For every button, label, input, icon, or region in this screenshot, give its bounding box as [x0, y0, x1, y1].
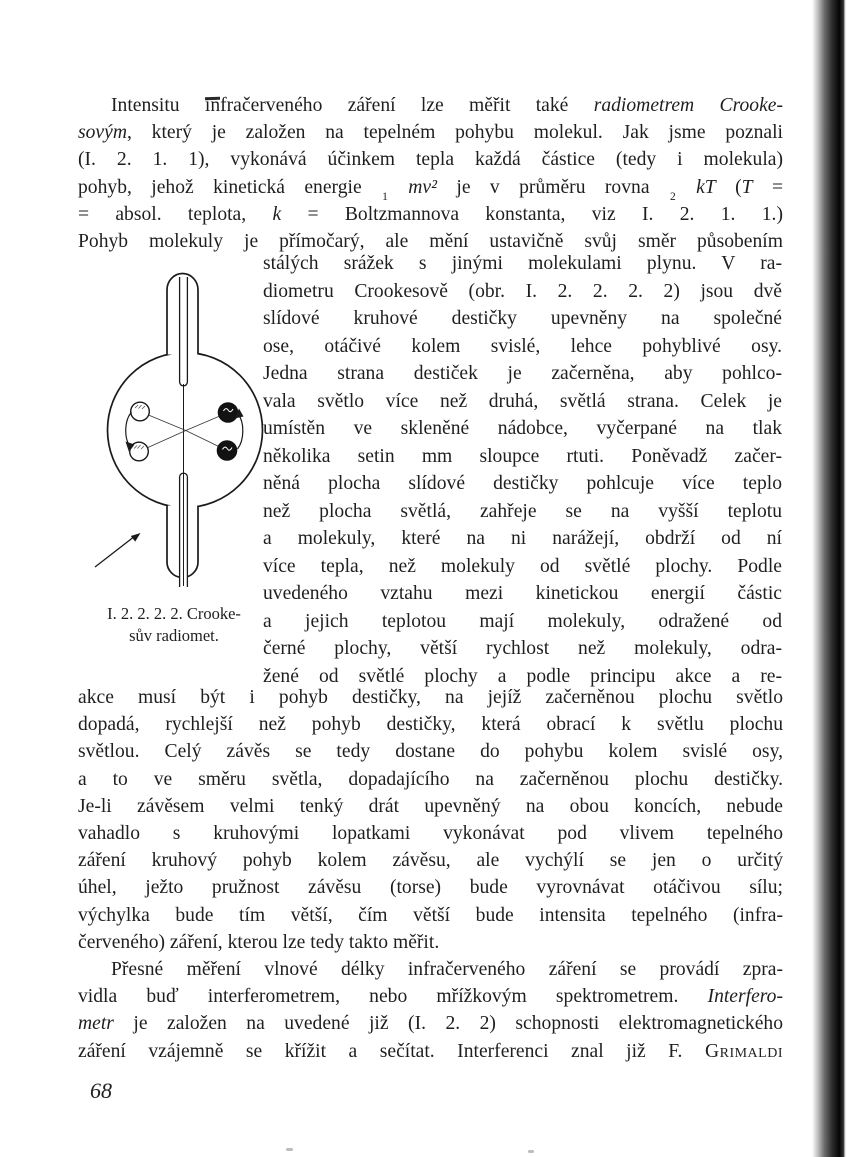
- text-line: stálých srážek s jinými molekulami plynu. V ra-: [263, 253, 782, 274]
- black-vanes: [217, 403, 238, 461]
- text-line: (I. 2. 1. 1), vykonává účinkem tepla každá částice (tedy i molekula): [78, 149, 783, 171]
- text-line: úhel, ježto pružnost závěsu (torse) bude vyrovnávat otáčivou sílu;: [78, 877, 783, 899]
- scan-speck: [528, 1150, 534, 1153]
- text-line: umístěn ve skleněné nádobce, vyčerpané na tlak: [263, 418, 782, 439]
- paragraph-beside-figure: [263, 250, 782, 690]
- text-line: více tepla, než molekuly od světlé plochy. Podle: [263, 555, 782, 577]
- text-line: výchylka bude tím větší, čím větší bude intensita tepelného (infra-: [78, 904, 783, 926]
- text-line: uvedeného vztahu mezi kinetickou energií částic: [263, 583, 782, 604]
- figure-caption: [78, 603, 270, 646]
- text-line: pohyb, jehož kinetická energie 1 mv² je v průměru rovna 2 kT (T =: [78, 174, 783, 201]
- text-line: Je-li závěsem velmi tenký drát upevněný na obou koncích, nebude: [78, 795, 783, 817]
- text-line: Pohyb molekuly je přímočarý, ale mění ustavičně svůj směr působením: [78, 230, 783, 252]
- page-number: 68: [90, 1078, 112, 1103]
- text-line: ose, otáčivé kolem svislé, lehce pohyblivé osy.: [263, 335, 782, 357]
- text-line: a molekuly, které na ni narážejí, obdrží od ní: [263, 528, 782, 549]
- text-line: záření vzájemně se křížit a sečítat. Interferenci znal již F. Grimaldi: [78, 1040, 783, 1062]
- text-line: dopadá, rychlejší než pohyb destičky, která obrací k světlu plochu: [78, 714, 783, 736]
- text-line: a jejich teplotou mají molekuly, odražené od: [263, 610, 782, 632]
- text-line: červeného) záření, kterou lze tedy takto měřit.: [78, 931, 440, 953]
- text-line: vidla buď interferometrem, nebo mřížkovým spektrometrem. Interfero-: [78, 986, 783, 1008]
- text-line: Jedna strana destiček je začerněna, aby pohlco-: [263, 363, 782, 384]
- text-line: akce musí být i pohyb destičky, na jejíž začerněnou plochu světlo: [78, 687, 783, 708]
- stacked-fraction: 2: [669, 193, 677, 201]
- figure-caption-line2: sův radiomet.: [129, 625, 219, 645]
- text-line: světlou. Celý závěs se tedy dostane do pohybu kolem svislé osy,: [78, 741, 783, 763]
- incident-light-arrow: [95, 533, 141, 567]
- paragraph-continued: [78, 684, 783, 956]
- text-line: něná plocha slídové destičky pohlcuje více teplo: [263, 473, 782, 494]
- text-line: a to ve směru světla, dopadajícího na začerněnou plochu destičky.: [78, 768, 783, 790]
- text-line: žené od světlé plochy a podle principu akce a re-: [263, 665, 782, 687]
- text-line: slídové kruhové destičky upevněny na společné: [263, 308, 782, 329]
- text-line: černé plochy, větší rychlost než molekuly, odra-: [263, 638, 782, 659]
- text-line: = absol. teplota, k = Boltzmannova konstanta, viz I. 2. 1. 1.): [78, 203, 783, 225]
- stacked-fraction: 1: [381, 193, 389, 201]
- text-line: diometru Crookesově (obr. I. 2. 2. 2. 2) jsou dvě: [263, 280, 782, 302]
- white-vanes: [130, 402, 150, 461]
- text-line: několika setin mm sloupce rtuti. Poněvadž začer-: [263, 445, 782, 467]
- paragraph-intro: [78, 92, 783, 255]
- text-line: Přesné měření vlnové délky infračerveného záření se provádí zpra-: [111, 959, 783, 980]
- paragraph-interferometer: [78, 956, 783, 1065]
- text-line: záření kruhový pohyb kolem závěsu, ale vychýlí se jen o určitý: [78, 850, 783, 872]
- text-line: metr je založen na uvedené již (I. 2. 2) schopnosti elektromagnetického: [78, 1013, 783, 1035]
- scan-speck: [286, 1148, 293, 1151]
- scan-gutter-shadow: [812, 0, 847, 1157]
- figure-caption-line1: I. 2. 2. 2. 2. Crooke-: [107, 604, 241, 623]
- text-line: vala světlo více než druhá, světlá strana. Celek je: [263, 390, 782, 412]
- crookes-radiometer-figure: [85, 256, 287, 592]
- text-line: sovým, který je založen na tepelném pohybu molekul. Jak jsme poznali: [78, 122, 783, 144]
- text-line: než plocha světlá, zahřeje se na vyšší teplotu: [263, 500, 782, 522]
- text-line: Intensitu infračerveného záření lze měřit také radiometrem Crooke-: [111, 95, 783, 116]
- text-line: vahadlo s kruhovými lopatkami vykonávat pod vlivem tepelného: [78, 822, 783, 844]
